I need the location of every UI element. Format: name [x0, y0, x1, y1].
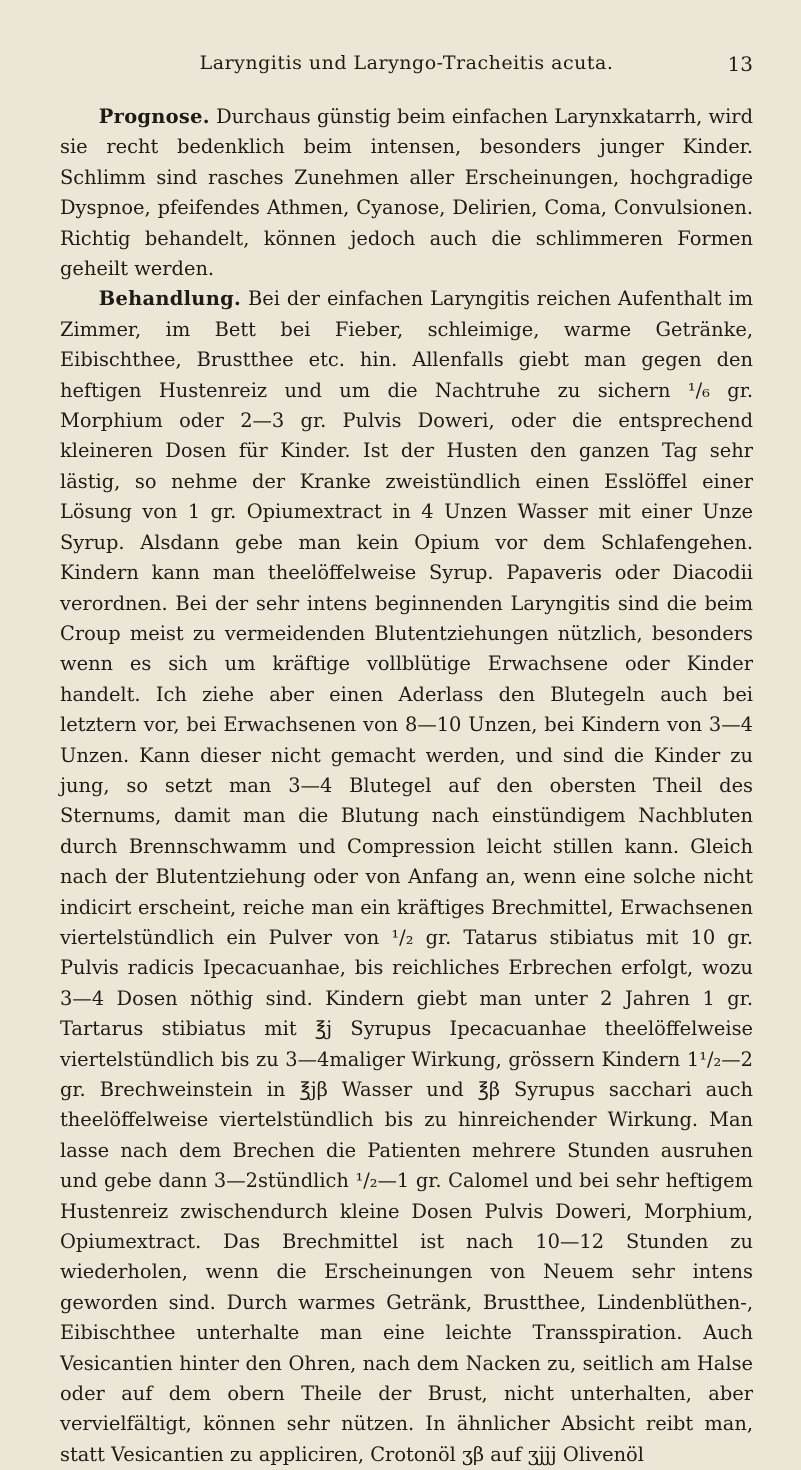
- paragraph-text: Durchaus günstig beim einfachen Larynxkatarrh, wird sie recht bedenklich beim intensen, besonders junger Kinder. Schlimm sind rasches Zunehmen aller Erscheinungen, hochgradige Dyspnoe, pfeifendes Athmen, Cyanose, Delirien, Coma, Convulsionen. Richtig behandelt, können jedoch auch die schlimmeren Formen geheilt werden.: [60, 105, 753, 281]
- running-title: Laryngitis und Laryngo-Tracheitis acuta.: [199, 52, 614, 74]
- page-number: 13: [727, 52, 753, 76]
- paragraph-text: Bei der einfachen Laryngitis reichen Aufenthalt im Zimmer, im Bett bei Fieber, schleimige, warme Getränke, Eibischthee, Brustthee etc. hin. Allenfalls giebt man gegen den heftigen Hustenreiz und um die Nachtruhe zu sichern ¹/₆ gr. Morphium oder 2—3 gr. Pulvis Doweri, oder die entsprechend kleineren Dosen für Kinder. Ist der Husten den ganzen Tag sehr lästig, so nehme der Kranke zweistündlich einen Esslöffel einer Lösung von 1 gr. Opiumextract in 4 Unzen Wasser mit einer Unze Syrup. Alsdann gebe man kein Opium vor dem Schlafengehen. Kindern kann man theelöffelweise Syrup. Papaveris oder Diacodii verordnen. Bei der sehr intens beginnenden Laryngitis sind die beim Croup meist zu vermeidenden Blutentziehungen nützlich, besonders wenn es sich um kräftige vollblütige Erwachsene oder Kinder handelt. Ich ziehe aber einen Aderlass den Blutegeln auch bei letztern vor, bei Erwachsenen von 8—10 Unzen, bei Kindern von 3—4 Unzen. Kann dieser nicht gemacht werden, und sind die Kinder zu jung, so setzt man 3—4 Blutegel auf den obersten Theil des Sternums, damit man die Blutung nach einstündigem Nachbluten durch Brennschwamm und Compression leicht stillen kann. Gleich nach der Blutentziehung oder von Anfang an, wenn eine solche nicht indicirt erscheint, reiche man ein kräftiges Brechmittel, Erwachsenen viertelstündlich ein Pulver von ¹/₂ gr. Tatarus stibiatus mit 10 gr. Pulvis radicis Ipecacuanhae, bis reichliches Erbrechen erfolgt, wozu 3—4 Dosen nöthig sind. Kindern giebt man unter 2 Jahren 1 gr. Tartarus stibiatus mit ℥j Syrupus Ipecacuanhae theelöffelweise viertelstündlich bis zu 3—4maliger Wirkung, grössern Kindern 1¹/₂—2 gr. Brechweinstein in ℥jβ Wasser und ℥β Syrupus sacchari auch theelöffelweise viertelstündlich bis zu hinreichender Wirkung. Man lasse nach dem Brechen die Patienten mehrere Stunden ausruhen und gebe dann 3—2stündlich ¹/₂—1 gr. Calomel und bei sehr heftigem Hustenreiz zwischendurch kleine Dosen Pulvis Doweri, Morphium, Opiumextract. Das Brechmittel ist nach 10—12 Stunden zu wiederholen, wenn die Erscheinungen von Neuem sehr intens geworden sind. Durch warmes Getränk, Brustthee, Lindenblüthen-, Eibischthee unterhalte man eine leichte Transspiration. Auch Vesicantien hinter den Ohren, nach dem Nacken zu, seitlich am Halse oder auf dem obern Theile der Brust, nicht unterhalten, aber vervielfältigt, können sehr nützen. In ähnlicher Absicht reibt man, statt Vesicantien zu appliciren, Crotonöl ʒβ auf ʒjjj Olivenöl: [60, 287, 753, 1466]
- paragraph-behandlung: [60, 284, 753, 1470]
- section-lead-prognose: Prognose.: [98, 105, 210, 128]
- body-text: [60, 102, 753, 1470]
- page-header: [60, 52, 753, 86]
- paragraph-prognose: [60, 102, 753, 284]
- section-lead-behandlung: Behandlung.: [98, 287, 242, 311]
